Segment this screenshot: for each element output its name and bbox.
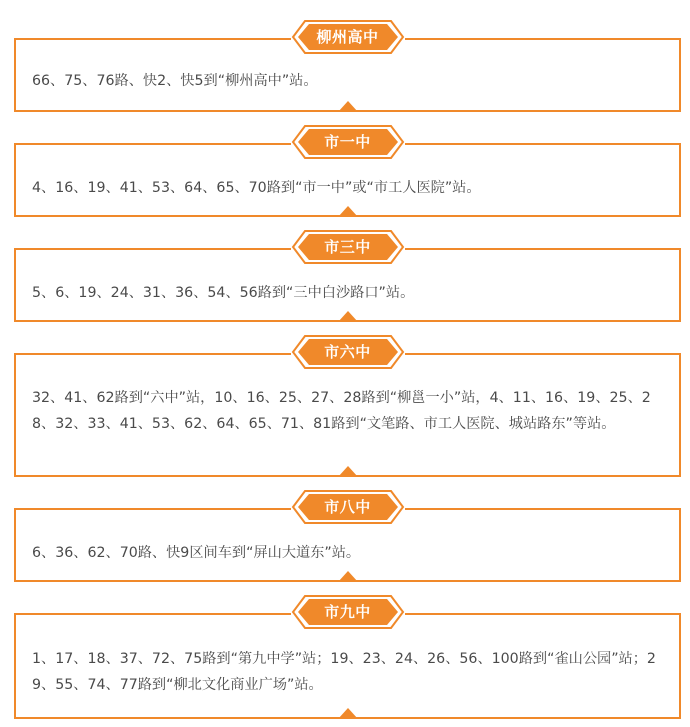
connector-arrow — [338, 466, 358, 477]
connector-arrow — [338, 206, 358, 217]
section-city-no6-middle-school — [14, 343, 681, 477]
section-title-tab — [291, 20, 405, 54]
section-title: 市八中 — [324, 498, 371, 516]
section-city-no1-middle-school — [14, 133, 681, 217]
section-city-no9-middle-school — [14, 603, 681, 719]
section-title-tab — [291, 335, 405, 369]
section-text: 1、17、18、37、72、75路到“第九中学”站；19、23、24、26、56、100路到“雀山公园”站；29、55、74、77路到“柳北文化商业广场”站。 — [32, 651, 656, 693]
connector-arrow — [338, 708, 358, 719]
section-title: 市九中 — [324, 603, 371, 621]
section-title-tab — [291, 125, 405, 159]
section-text: 4、16、19、41、53、64、65、70路到“市一中”或“市工人医院”站。 — [32, 180, 481, 196]
section-title: 市一中 — [324, 133, 371, 151]
section-text: 66、75、76路、快2、快5到“柳州高中”站。 — [32, 73, 318, 89]
section-city-no8-middle-school — [14, 498, 681, 582]
section-title: 市三中 — [324, 238, 371, 256]
section-liuzhou-high-school — [14, 28, 681, 112]
connector-arrow — [338, 101, 358, 112]
connector-arrow — [338, 311, 358, 322]
section-title-tab — [291, 230, 405, 264]
section-text: 6、36、62、70路、快9区间车到“屏山大道东”站。 — [32, 545, 361, 561]
section-text: 5、6、19、24、31、36、54、56路到“三中白沙路口”站。 — [32, 285, 415, 301]
section-title: 柳州高中 — [316, 28, 379, 46]
section-text: 32、41、62路到“六中”站，10、16、25、27、28路到“柳邕一小”站，4、11、16、19、25、28、32、33、41、53、62、64、65、71、81路到“文笔路、市工人医院、城站路东”等站。 — [32, 390, 651, 432]
section-title-tab — [291, 595, 405, 629]
section-title-tab — [291, 490, 405, 524]
section-title: 市六中 — [324, 343, 371, 361]
section-city-no3-middle-school — [14, 238, 681, 322]
connector-arrow — [338, 571, 358, 582]
